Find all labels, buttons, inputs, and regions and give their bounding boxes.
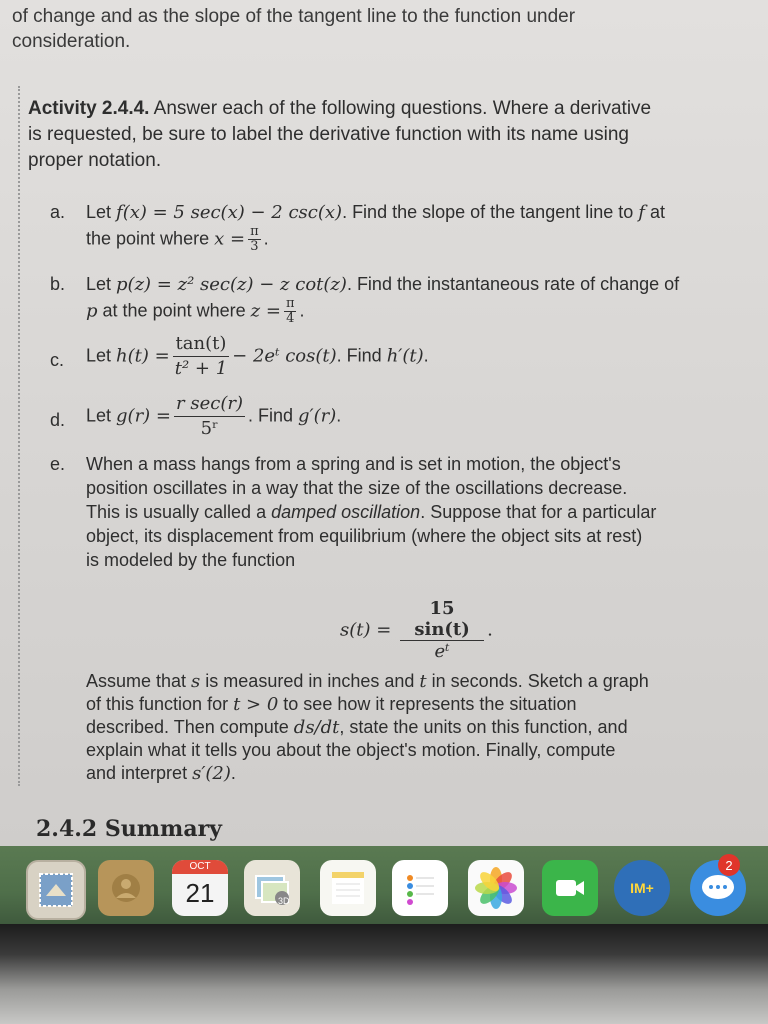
math-expression: z = xyxy=(250,300,281,322)
text: . Find xyxy=(247,405,298,426)
text-line: position oscillates in a way that the size of the oscillations decrease. xyxy=(86,478,628,498)
fraction-numerator: π xyxy=(285,296,295,311)
text: Let xyxy=(86,345,117,366)
calendar-month: OCT xyxy=(172,860,228,874)
math-var: s xyxy=(191,671,201,692)
text: . xyxy=(423,345,429,366)
text: . xyxy=(487,619,493,641)
reminders-list-icon xyxy=(400,868,440,908)
fraction xyxy=(248,225,261,254)
math-expression: g′(r) xyxy=(298,405,337,427)
text: . Suppose that for a particular xyxy=(420,502,657,522)
notification-badge: 2 xyxy=(718,854,740,876)
math-var: f xyxy=(638,202,645,223)
math-expression: h(t) = xyxy=(116,345,170,367)
activity-prompt: Answer each of the following questions. Where a derivative xyxy=(149,98,652,119)
activity-box xyxy=(18,86,756,786)
math-var: p xyxy=(86,300,98,322)
text: at the point where xyxy=(97,300,251,321)
equation-lhs: s(t) = xyxy=(340,619,392,641)
activity-header xyxy=(28,96,754,174)
math-expression: s′(2) xyxy=(192,763,231,784)
fraction xyxy=(400,598,484,662)
video-camera-icon xyxy=(550,868,590,908)
text: . Find xyxy=(336,345,387,366)
text: to see how it represents the situation xyxy=(278,694,577,714)
question-label: c. xyxy=(50,350,65,370)
fraction xyxy=(284,297,297,326)
activity-title: Activity 2.4.4. xyxy=(28,98,150,119)
text: in seconds. Sketch a graph xyxy=(426,671,649,691)
contacts-app-icon[interactable] xyxy=(98,860,154,916)
fraction-numerator: tan(t) xyxy=(173,332,229,357)
question-d xyxy=(50,392,750,448)
text-line: explain what it tells you about the object's motion. Finally, compute xyxy=(86,740,616,760)
question-label: e. xyxy=(50,454,66,474)
mail-app-icon[interactable] xyxy=(26,860,86,920)
question-label: d. xyxy=(50,410,66,430)
activity-prompt: proper notation. xyxy=(28,150,162,171)
question-c xyxy=(50,332,750,388)
intro-line: consideration. xyxy=(12,31,131,52)
dock xyxy=(0,846,768,924)
math-expression: f(x) = 5 sec(x) − 2 csc(x) xyxy=(116,202,343,223)
text-line: is modeled by the function xyxy=(86,550,296,570)
question-label: a. xyxy=(50,202,66,222)
math-expression: p(z) = z² sec(z) − z cot(z) xyxy=(116,274,347,295)
text: is measured in inches and xyxy=(200,671,420,691)
text: the point where xyxy=(86,228,215,249)
math-expression: ds/dt xyxy=(293,717,340,738)
question-a xyxy=(50,200,750,254)
notepad-icon xyxy=(328,868,368,908)
photos-flower-icon xyxy=(474,866,518,910)
fraction-numerator: r sec(r) xyxy=(174,392,245,417)
preview-app-icon[interactable] xyxy=(244,860,300,916)
text: . Find the instantaneous rate of change of xyxy=(346,274,680,294)
text: Let xyxy=(86,405,117,426)
intro-paragraph xyxy=(12,4,732,54)
math-var: t xyxy=(419,671,427,692)
text: Assume that xyxy=(86,671,192,691)
text: , state the units on this function, and xyxy=(339,717,628,737)
fraction-denominator: 5ʳ xyxy=(200,418,219,439)
text: . xyxy=(230,763,236,783)
text: Let xyxy=(86,274,117,294)
reminders-app-icon[interactable] xyxy=(392,860,448,916)
fraction-denominator: 3 xyxy=(250,239,259,254)
math-expression: − 2eᵗ cos(t) xyxy=(232,345,337,367)
question-b xyxy=(50,272,760,326)
activity-prompt: is requested, be sure to label the derivative function with its name using xyxy=(28,124,629,145)
math-expression: x = xyxy=(214,228,246,250)
displacement-equation xyxy=(340,598,493,662)
text: of this function for xyxy=(86,694,234,714)
text: . Find the slope of the tangent line to xyxy=(342,202,639,222)
text: . xyxy=(299,300,305,321)
text: at xyxy=(644,202,665,222)
text: This is usually called a xyxy=(86,502,272,522)
notes-app-icon[interactable] xyxy=(320,860,376,916)
math-expression: h′(t) xyxy=(386,345,424,367)
app-sublabel: 3D xyxy=(278,896,290,906)
emphasis: damped oscillation xyxy=(271,502,421,522)
fraction xyxy=(174,392,245,441)
fraction xyxy=(173,332,229,381)
text: . xyxy=(263,228,269,249)
im-plus-app-icon[interactable] xyxy=(614,860,670,916)
text: and interpret xyxy=(86,763,193,783)
math-expression: t > 0 xyxy=(233,694,279,715)
fraction-denominator: t² + 1 xyxy=(174,358,228,379)
question-label: b. xyxy=(50,274,66,294)
contacts-book-icon xyxy=(107,869,145,907)
calendar-app-icon[interactable] xyxy=(172,860,228,916)
text-line: object, its displacement from equilibrium (where the object sits at rest) xyxy=(86,526,643,546)
calendar-day: 21 xyxy=(185,878,215,908)
fraction-numerator: π xyxy=(250,224,259,239)
stamp-icon xyxy=(36,870,76,910)
section-heading: 2.4.2 Summary xyxy=(36,816,222,842)
photos-app-icon[interactable] xyxy=(468,860,524,916)
math-expression: g(r) = xyxy=(116,405,172,427)
text-line: When a mass hangs from a spring and is set in motion, the object's xyxy=(86,454,621,474)
text: Let xyxy=(86,202,117,222)
text: described. Then compute xyxy=(86,717,294,737)
fraction-denominator: 4 xyxy=(286,311,295,326)
speech-bubble-icon xyxy=(700,873,736,903)
intro-line: of change and as the slope of the tangent line to the function under xyxy=(12,6,576,27)
messages-app-icon[interactable] xyxy=(690,857,746,916)
text: . xyxy=(336,405,342,426)
fraction-numerator: 15 sin(t) xyxy=(400,598,484,641)
app-label: IM+ xyxy=(630,880,654,896)
laptop-bezel xyxy=(0,924,768,1024)
facetime-app-icon[interactable] xyxy=(542,860,598,916)
fraction-denominator: eᵗ xyxy=(434,641,450,662)
